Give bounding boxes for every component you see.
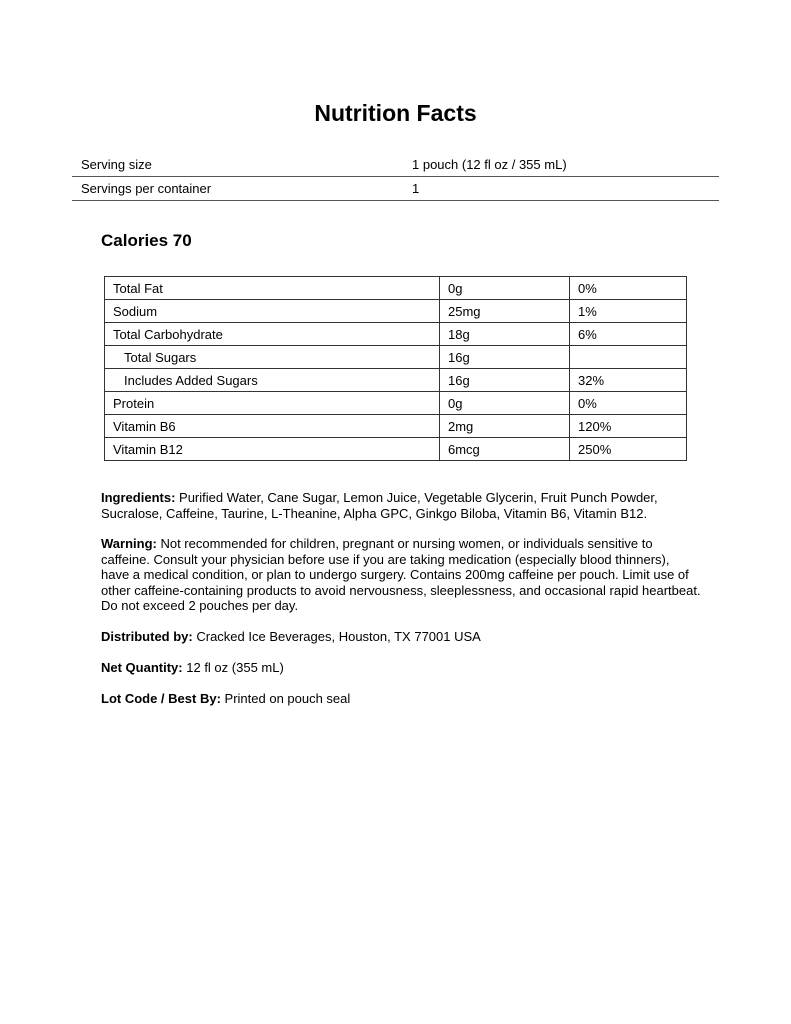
distributed-by-text: Cracked Ice Beverages, Houston, TX 77001 USA bbox=[196, 629, 481, 644]
nutrient-amount: 2mg bbox=[440, 415, 570, 438]
servings-per-container-value: 1 bbox=[403, 177, 719, 201]
nutrient-amount: 0g bbox=[440, 392, 570, 415]
lot-code-paragraph bbox=[101, 691, 701, 707]
nutrient-row bbox=[105, 392, 687, 415]
nutrient-amount: 6mcg bbox=[440, 438, 570, 461]
nutrient-amount: 0g bbox=[440, 277, 570, 300]
ingredients-paragraph bbox=[101, 490, 701, 521]
serving-size-label: Serving size bbox=[72, 153, 403, 177]
servings-per-container-row bbox=[72, 177, 719, 201]
servings-per-container-label: Servings per container bbox=[72, 177, 403, 201]
nutrient-amount: 16g bbox=[440, 346, 570, 369]
net-quantity-label: Net Quantity: bbox=[101, 660, 183, 675]
net-quantity-paragraph bbox=[101, 660, 701, 676]
nutrient-name: Total Sugars bbox=[105, 346, 440, 369]
nutrient-table bbox=[104, 276, 687, 461]
nutrient-daily-value: 1% bbox=[570, 300, 687, 323]
nutrient-daily-value: 0% bbox=[570, 277, 687, 300]
nutrient-row bbox=[105, 277, 687, 300]
nutrient-row bbox=[105, 415, 687, 438]
nutrient-daily-value: 6% bbox=[570, 323, 687, 346]
warning-text: Not recommended for children, pregnant or nursing women, or individuals sensitive to caffeine. Consult your physician before use if you are taking medication (especially blood thinners), have a medical condition, or plan to undergo surgery. Contains 200mg caffeine per pouch. Limit use of other caffeine-containing products to avoid nervousness, sleeplessness, and occasional rapid heartbeat. Do not exceed 2 pouches per day. bbox=[101, 536, 701, 613]
nutrient-name: Protein bbox=[105, 392, 440, 415]
nutrient-amount: 16g bbox=[440, 369, 570, 392]
nutrient-daily-value: 120% bbox=[570, 415, 687, 438]
warning-label: Warning: bbox=[101, 536, 157, 551]
ingredients-label: Ingredients: bbox=[101, 490, 176, 505]
serving-size-row bbox=[72, 153, 719, 177]
lot-code-label: Lot Code / Best By: bbox=[101, 691, 221, 706]
serving-info-table bbox=[72, 153, 719, 201]
nutrient-row bbox=[105, 346, 687, 369]
nutrient-row bbox=[105, 438, 687, 461]
distributed-by-label: Distributed by: bbox=[101, 629, 193, 644]
warning-paragraph bbox=[101, 536, 701, 614]
page-title: Nutrition Facts bbox=[314, 100, 477, 126]
calories-heading: Calories 70 bbox=[101, 231, 192, 250]
nutrient-daily-value bbox=[570, 346, 687, 369]
nutrient-daily-value: 250% bbox=[570, 438, 687, 461]
nutrient-name: Includes Added Sugars bbox=[105, 369, 440, 392]
nutrient-row bbox=[105, 369, 687, 392]
nutrient-name: Sodium bbox=[105, 300, 440, 323]
nutrient-amount: 25mg bbox=[440, 300, 570, 323]
distributed-by-paragraph bbox=[101, 629, 701, 645]
serving-size-value: 1 pouch (12 fl oz / 355 mL) bbox=[403, 153, 719, 177]
lot-code-text: Printed on pouch seal bbox=[224, 691, 351, 706]
nutrient-daily-value: 32% bbox=[570, 369, 687, 392]
nutrient-name: Total Fat bbox=[105, 277, 440, 300]
nutrient-daily-value: 0% bbox=[570, 392, 687, 415]
nutrient-name: Total Carbohydrate bbox=[105, 323, 440, 346]
nutrient-row bbox=[105, 323, 687, 346]
nutrient-name: Vitamin B6 bbox=[105, 415, 440, 438]
ingredients-text: Purified Water, Cane Sugar, Lemon Juice, Vegetable Glycerin, Fruit Punch Powder, Sucralose, Caffeine, Taurine, L-Theanine, Alpha GPC, Ginkgo Biloba, Vitamin B6, Vitamin B12. bbox=[101, 490, 658, 521]
nutrient-row bbox=[105, 300, 687, 323]
net-quantity-text: 12 fl oz (355 mL) bbox=[186, 660, 284, 675]
nutrient-name: Vitamin B12 bbox=[105, 438, 440, 461]
nutrient-amount: 18g bbox=[440, 323, 570, 346]
